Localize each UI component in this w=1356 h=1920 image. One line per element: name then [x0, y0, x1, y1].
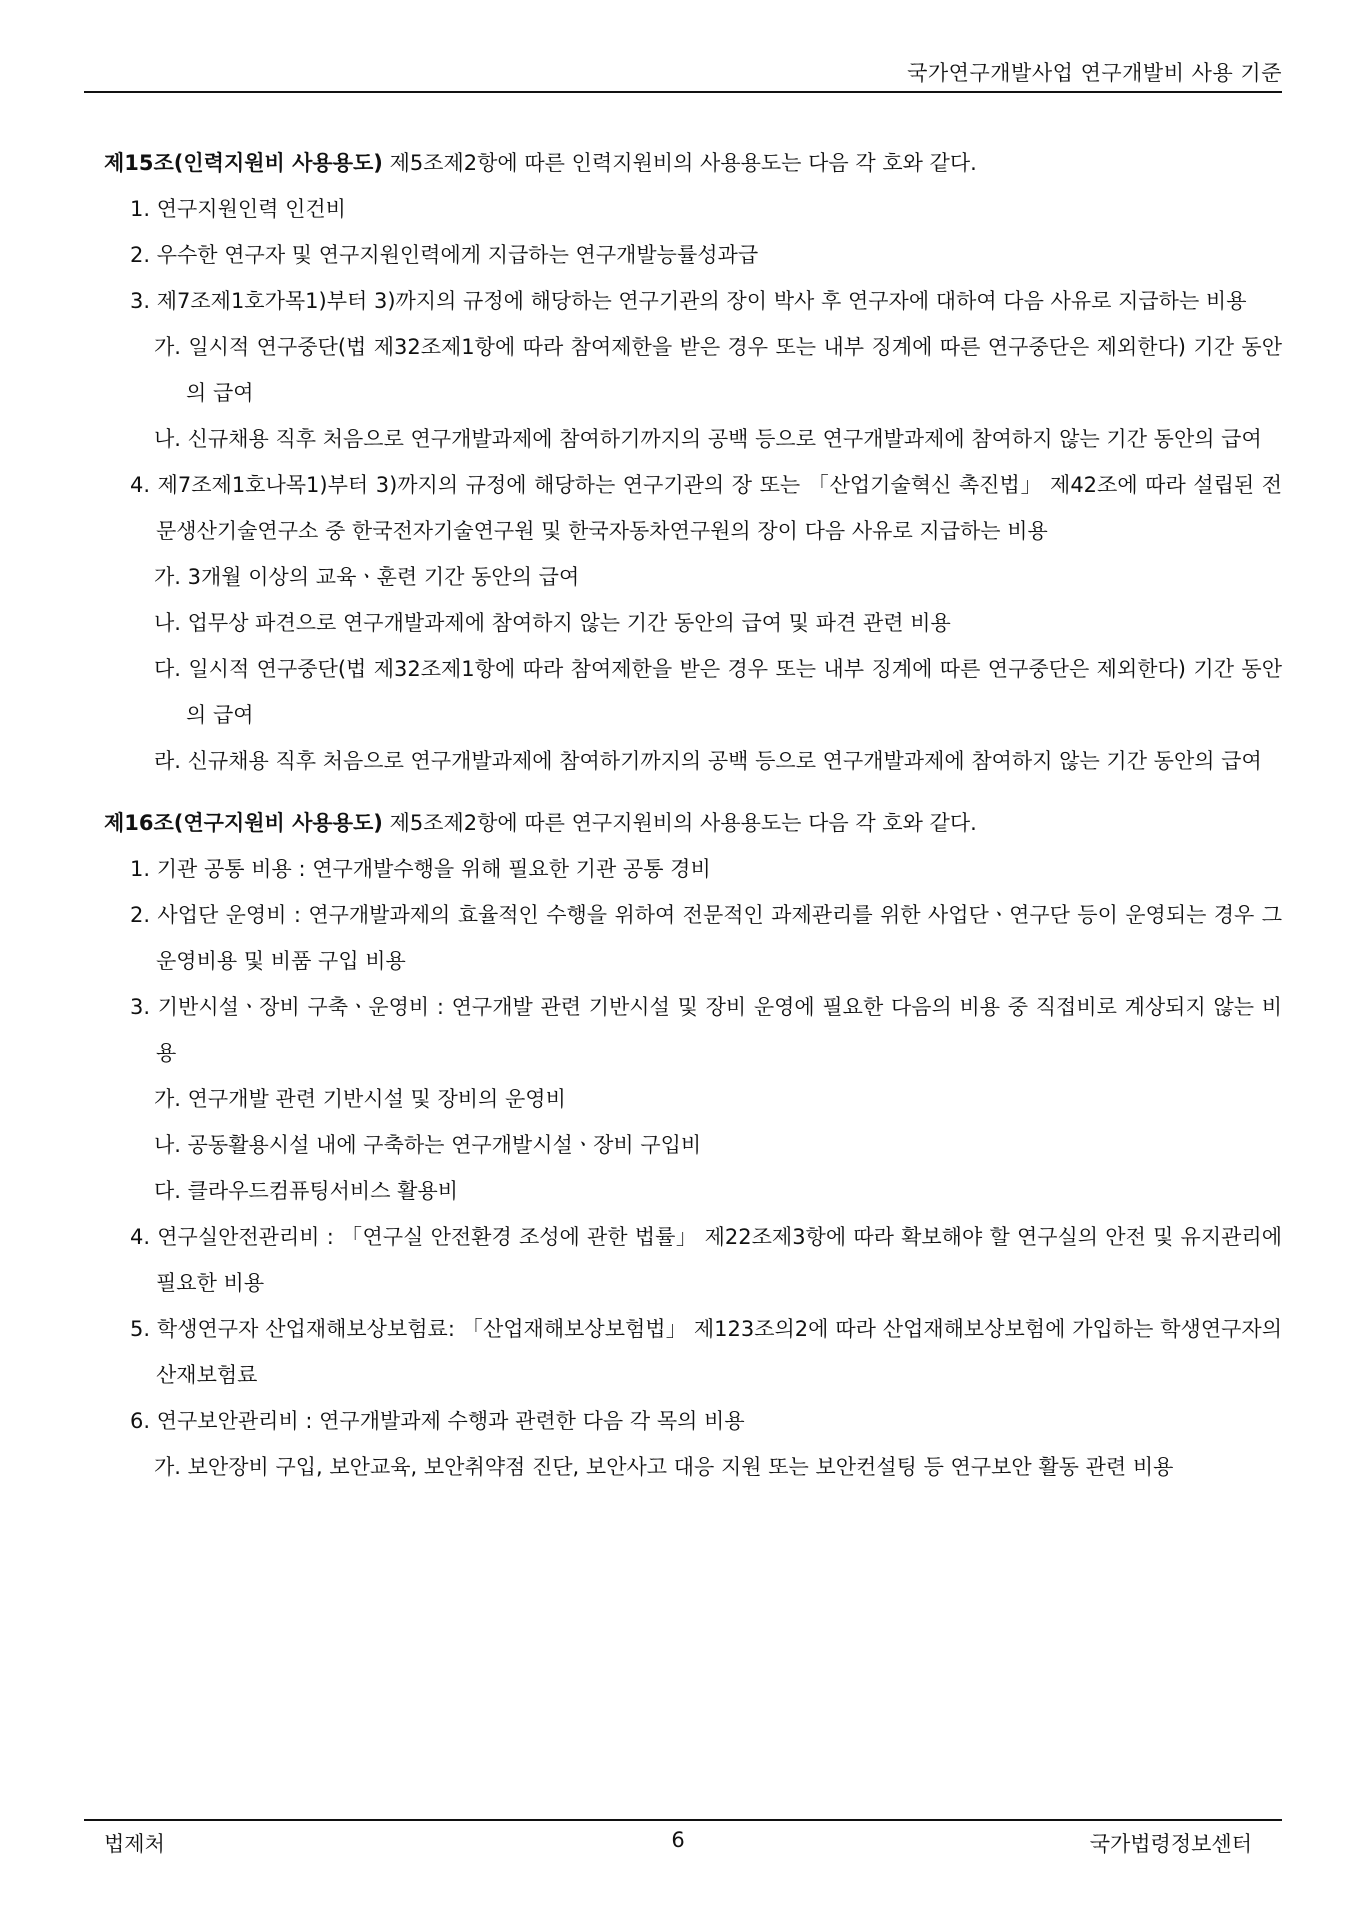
- item-number: 4.: [130, 1225, 151, 1249]
- item-text: 우수한 연구자 및 연구지원인력에게 지급하는 연구개발능률성과급: [150, 243, 759, 267]
- item-text: 사업단 운영비 : 연구개발과제의 효율적인 수행을 위하여 전문적인 과제관리를 위한 사업단ㆍ연구단 등이 운영되는 경우 그 운영비용 및 비품 구입 비용: [150, 903, 1282, 973]
- item-text: 연구실안전관리비 : 「연구실 안전환경 조성에 관한 법률」 제22조제3항에 따라 확보해야 할 연구실의 안전 및 유지관리에 필요한 비용: [150, 1225, 1282, 1295]
- item-text: 클라우드컴퓨팅서비스 활용비: [180, 1179, 459, 1203]
- article-title: 제15조(인력지원비 사용용도): [104, 151, 383, 175]
- item-text: 신규채용 직후 처음으로 연구개발과제에 참여하기까지의 공백 등으로 연구개발과제에 참여하지 않는 기간 동안의 급여: [180, 749, 1262, 773]
- article-intro: 제5조제2항에 따른 연구지원비의 사용용도는 다음 각 호와 같다.: [382, 811, 977, 835]
- item-text: 제7조제1호가목1)부터 3)까지의 규정에 해당하는 연구기관의 장이 박사 후 연구자에 대하여 다음 사유로 지급하는 비용: [150, 289, 1247, 313]
- footer-divider: [84, 1819, 1282, 1821]
- item-number: 가.: [154, 565, 181, 589]
- item-text: 신규채용 직후 처음으로 연구개발과제에 참여하기까지의 공백 등으로 연구개발과제에 참여하지 않는 기간 동안의 급여: [180, 427, 1262, 451]
- footer-source: 국가법령정보센터: [1089, 1832, 1252, 1856]
- item-number: 가.: [154, 335, 181, 359]
- sub-item: [104, 738, 1282, 784]
- item-text: 일시적 연구중단(법 제32조제1항에 따라 참여제한을 받은 경우 또는 내부 징계에 따른 연구중단은 제외한다) 기간 동안의 급여: [180, 657, 1282, 727]
- item-number: 가.: [154, 1087, 181, 1111]
- article-heading: [104, 800, 1282, 846]
- document-body: [104, 140, 1282, 1490]
- sub-item: [104, 1076, 1282, 1122]
- article-16: [104, 800, 1282, 1490]
- item-number: 나.: [154, 611, 181, 635]
- item-number: 3.: [130, 995, 151, 1019]
- item-number: 1.: [130, 197, 151, 221]
- item-text: 기반시설ㆍ장비 구축ㆍ운영비 : 연구개발 관련 기반시설 및 장비 운영에 필요한 다음의 비용 중 직접비로 계상되지 않는 비용: [150, 995, 1282, 1065]
- item-text: 3개월 이상의 교육ㆍ훈련 기간 동안의 급여: [180, 565, 580, 589]
- item-text: 업무상 파견으로 연구개발과제에 참여하지 않는 기간 동안의 급여 및 파견 관련 비용: [180, 611, 951, 635]
- item-text: 일시적 연구중단(법 제32조제1항에 따라 참여제한을 받은 경우 또는 내부 징계에 따른 연구중단은 제외한다) 기간 동안의 급여: [180, 335, 1282, 405]
- list-item: [104, 984, 1282, 1076]
- page-number: 6: [671, 1828, 685, 1852]
- item-text: 연구보안관리비 : 연구개발과제 수행과 관련한 다음 각 목의 비용: [150, 1409, 745, 1433]
- item-text: 연구개발 관련 기반시설 및 장비의 운영비: [180, 1087, 566, 1111]
- item-text: 보안장비 구입, 보안교육, 보안취약점 진단, 보안사고 대응 지원 또는 보안컨설팅 등 연구보안 활동 관련 비용: [180, 1455, 1174, 1479]
- item-text: 제7조제1호나목1)부터 3)까지의 규정에 해당하는 연구기관의 장 또는 「산업기술혁신 촉진법」 제42조에 따라 설립된 전문생산기술연구소 중 한국전자기술연구원 및 한국자동차연구원의 장이 다음 사유로 지급하는 비용: [150, 473, 1282, 543]
- list-item: [104, 1214, 1282, 1306]
- item-text: 공동활용시설 내에 구축하는 연구개발시설ㆍ장비 구입비: [180, 1133, 702, 1157]
- header-divider: [84, 91, 1282, 93]
- article-heading: [104, 140, 1282, 186]
- footer-publisher: 법제처: [104, 1832, 165, 1856]
- list-item: [104, 892, 1282, 984]
- item-number: 다.: [154, 657, 181, 681]
- item-number: 라.: [154, 749, 181, 773]
- item-number: 나.: [154, 427, 181, 451]
- item-text: 연구지원인력 인건비: [150, 197, 346, 221]
- sub-item: [104, 416, 1282, 462]
- item-number: 4.: [130, 473, 151, 497]
- list-item: [104, 278, 1282, 324]
- item-number: 다.: [154, 1179, 181, 1203]
- sub-item: [104, 1122, 1282, 1168]
- list-item: [104, 846, 1282, 892]
- article-15: [104, 140, 1282, 784]
- article-title: 제16조(연구지원비 사용용도): [104, 811, 383, 835]
- sub-item: [104, 1168, 1282, 1214]
- item-number: 2.: [130, 243, 151, 267]
- sub-item: [104, 646, 1282, 738]
- item-number: 가.: [154, 1455, 181, 1479]
- sub-item: [104, 1444, 1282, 1490]
- sub-item: [104, 324, 1282, 416]
- item-number: 5.: [130, 1317, 151, 1341]
- list-item: [104, 1398, 1282, 1444]
- list-item: [104, 462, 1282, 554]
- document-title: 국가연구개발사업 연구개발비 사용 기준: [907, 61, 1282, 85]
- sub-item: [104, 554, 1282, 600]
- item-number: 6.: [130, 1409, 151, 1433]
- item-number: 2.: [130, 903, 151, 927]
- item-number: 1.: [130, 857, 151, 881]
- article-intro: 제5조제2항에 따른 인력지원비의 사용용도는 다음 각 호와 같다.: [382, 151, 977, 175]
- item-text: 학생연구자 산업재해보상보험료: 「산업재해보상보험법」 제123조의2에 따라 산업재해보상보험에 가입하는 학생연구자의 산재보험료: [150, 1317, 1282, 1387]
- sub-item: [104, 600, 1282, 646]
- list-item: [104, 232, 1282, 278]
- item-number: 나.: [154, 1133, 181, 1157]
- list-item: [104, 1306, 1282, 1398]
- item-text: 기관 공통 비용 : 연구개발수행을 위해 필요한 기관 공통 경비: [150, 857, 711, 881]
- item-number: 3.: [130, 289, 151, 313]
- list-item: [104, 186, 1282, 232]
